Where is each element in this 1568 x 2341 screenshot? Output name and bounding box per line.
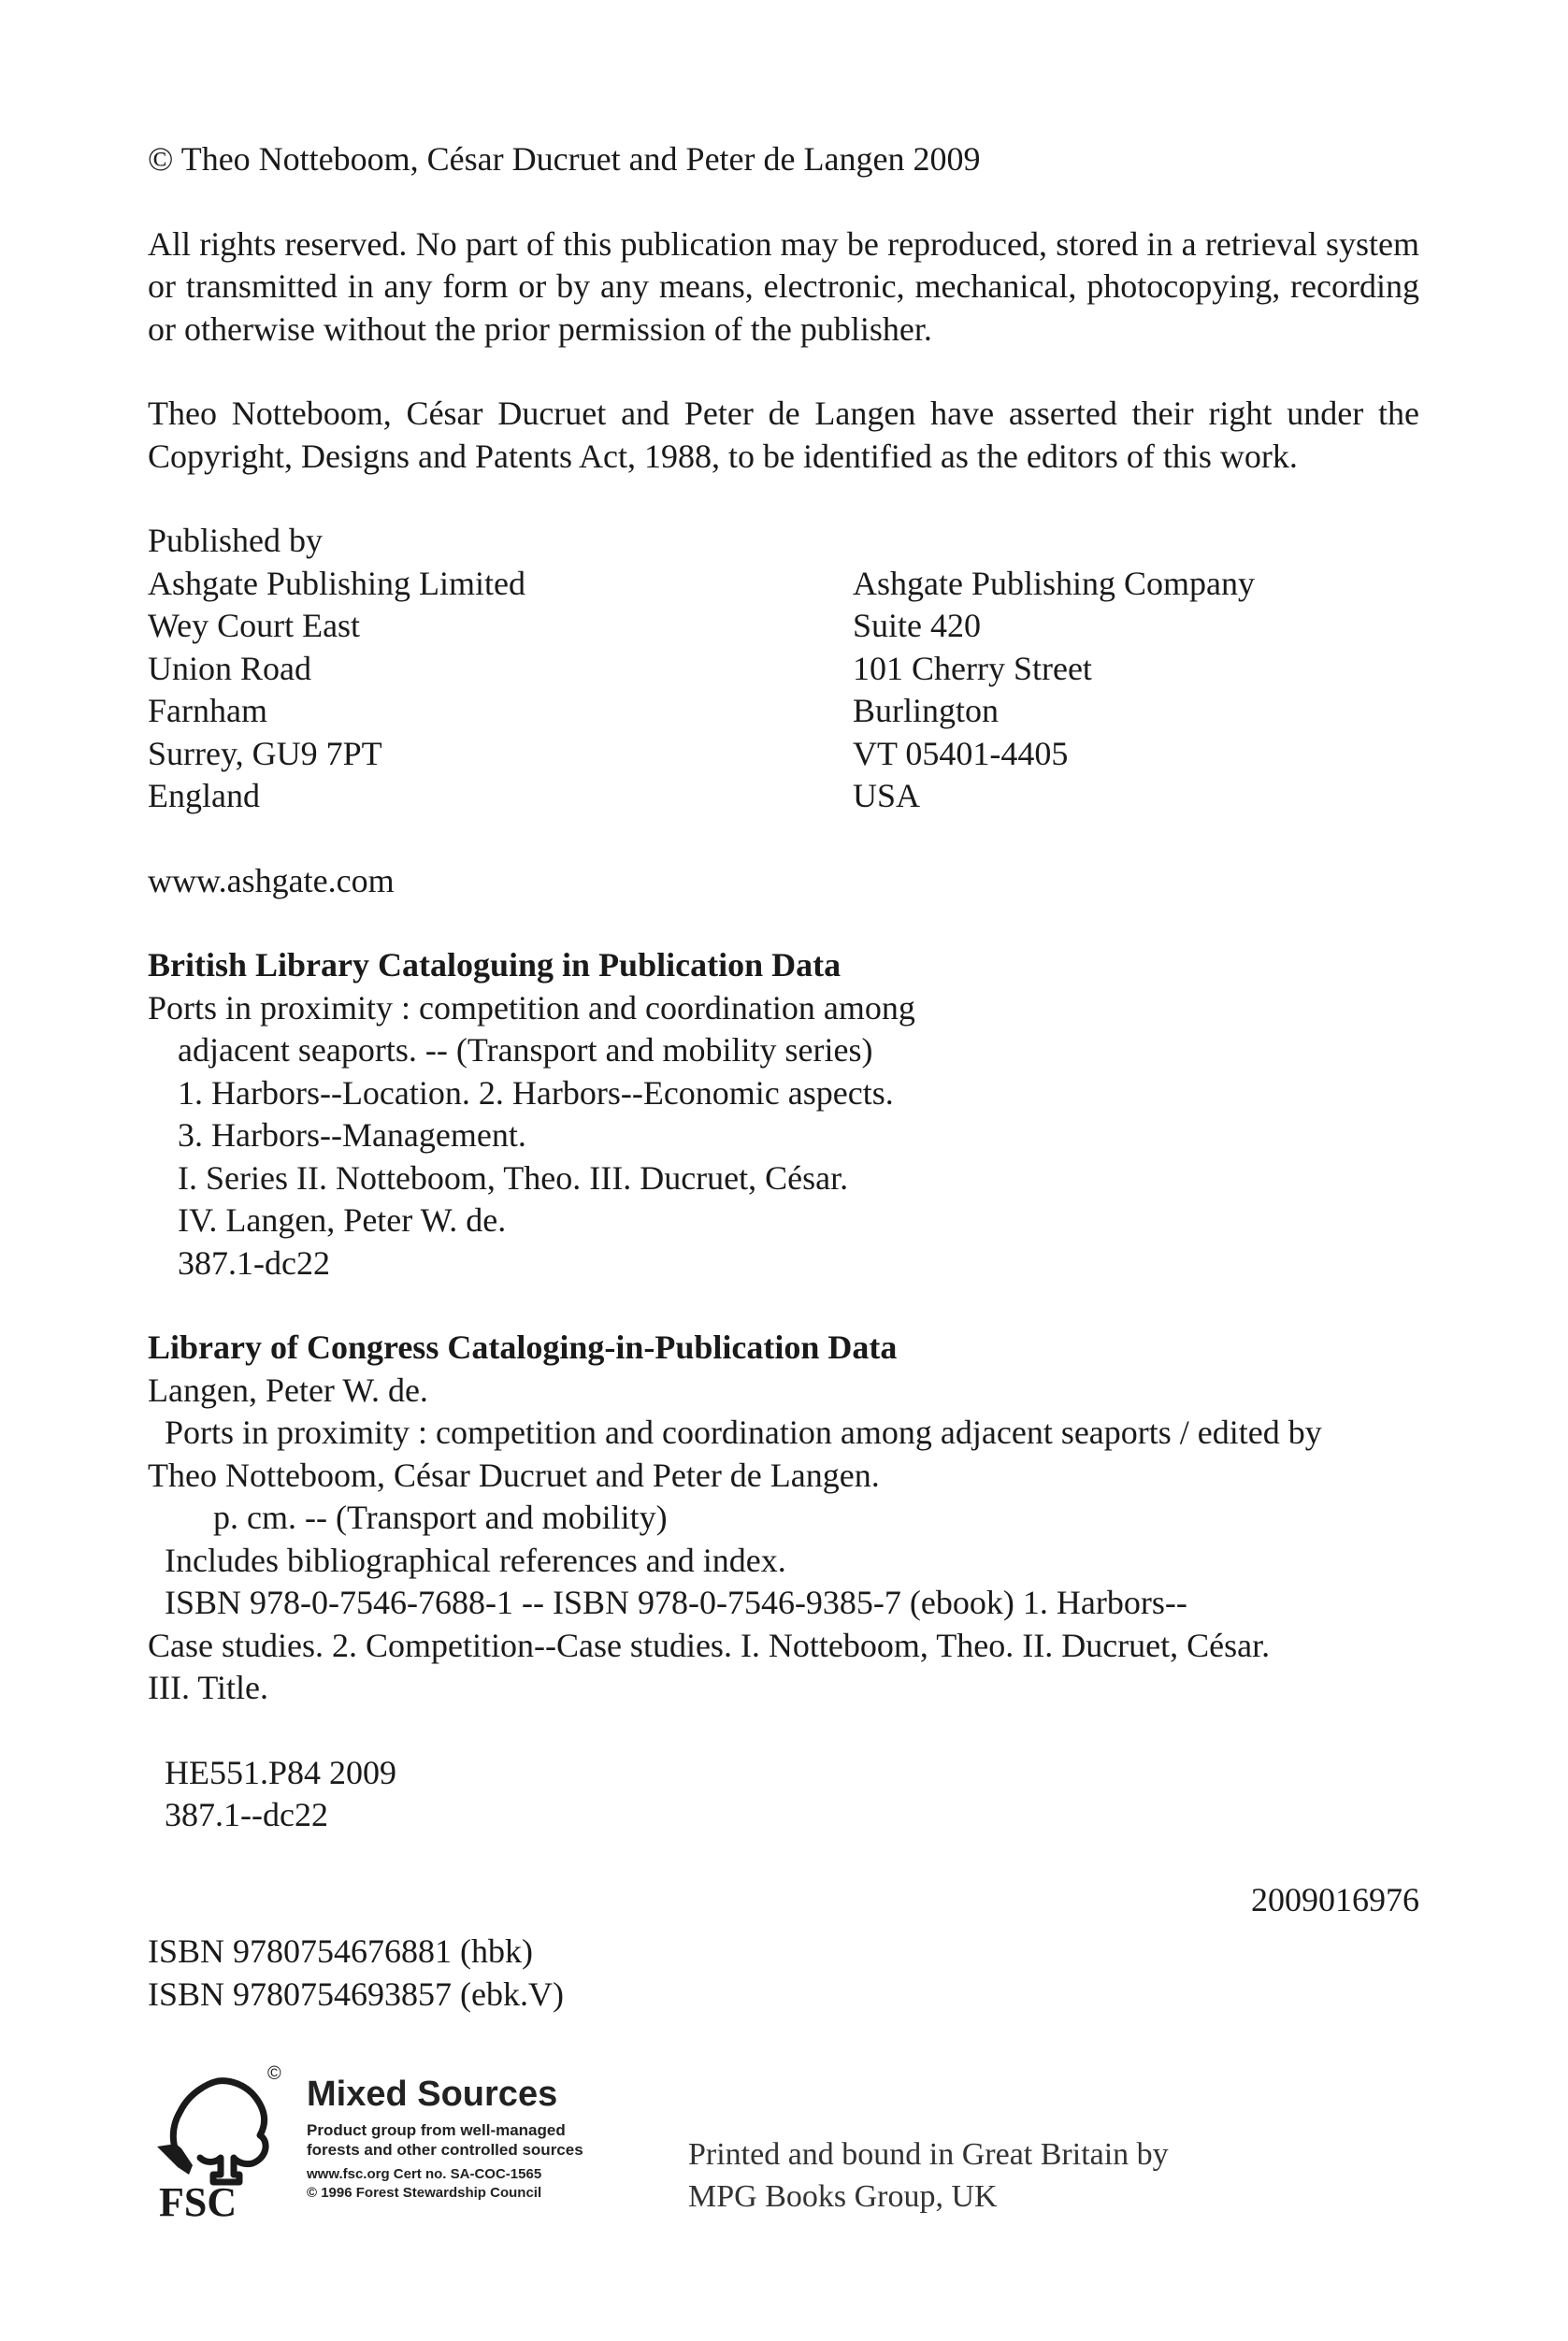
library-of-congress-cip — [148, 1327, 1419, 1921]
loc-pcm: p. cm. -- (Transport and mobility) — [213, 1499, 668, 1536]
fsc-badge — [148, 2055, 690, 2223]
address-line: 101 Cherry Street — [853, 649, 1092, 687]
printer-line: Printed and bound in Great Britain by — [688, 2137, 1169, 2172]
address-line: Union Road — [148, 649, 311, 687]
loc-isbn-line: III. Title. — [148, 1669, 269, 1706]
loc-includes: Includes bibliographical references and index. — [165, 1541, 786, 1579]
address-line: Ashgate Publishing Company — [853, 564, 1255, 602]
loc-isbn-line: ISBN 978-0-7546-7688-1 -- ISBN 978-0-7546-9385-7 (ebook) 1. Harbors-- — [165, 1584, 1187, 1621]
bl-line: I. Series II. Notteboom, Theo. III. Ducruet, César. — [178, 1158, 849, 1197]
address-line: Wey Court East — [148, 607, 361, 644]
address-line: Surrey, GU9 7PT — [148, 734, 382, 772]
fsc-registered-mark: © — [267, 2063, 281, 2084]
address-line: Suite 420 — [853, 607, 982, 644]
fsc-title: Mixed Sources — [307, 2075, 558, 2114]
address-line: Farnham — [148, 692, 267, 729]
publisher-uk-address — [148, 563, 853, 818]
publisher-us-address — [853, 563, 1414, 818]
bl-heading: British Library Cataloguing in Publication Data — [148, 946, 842, 984]
isbn-block — [148, 1931, 1419, 2016]
fsc-line: www.fsc.org Cert no. SA-COC-1565 — [307, 2166, 542, 2182]
fsc-text-block — [307, 2074, 583, 2203]
bl-line: 1. Harbors--Location. 2. Harbors--Economic aspects. — [178, 1073, 894, 1112]
published-by-label: Published by — [148, 522, 324, 559]
address-line: VT 05401-4405 — [853, 734, 1069, 772]
publisher-addresses — [148, 563, 1419, 818]
loc-class-line: HE551.P84 2009 — [165, 1753, 397, 1791]
loc-author: Langen, Peter W. de. — [148, 1371, 428, 1409]
bl-line: IV. Langen, Peter W. de. — [178, 1201, 507, 1239]
bl-line: Ports in proximity : competition and coordination among — [148, 988, 915, 1027]
bl-line: 3. Harbors--Management. — [178, 1116, 526, 1154]
loc-isbn-line: Case studies. 2. Competition--Case studies. I. Notteboom, Theo. II. Ducruet, César. — [148, 1626, 1271, 1664]
isbn-hbk: ISBN 9780754676881 (hbk) — [148, 1932, 533, 1970]
copyright-page — [148, 138, 1419, 2016]
loc-class-line: 387.1--dc22 — [165, 1796, 328, 1833]
bl-line: adjacent seaports. -- (Transport and mobility series) — [178, 1031, 873, 1069]
address-line: England — [148, 777, 260, 814]
copyright-line: © Theo Notteboom, César Ducruet and Peter de Langen 2009 — [148, 140, 981, 178]
assertion-paragraph: Theo Notteboom, César Ducruet and Peter de Langen have asserted their right under the Copyright, Designs and Patents Act, 1988, to be identified as the editors of this work. — [148, 395, 1419, 475]
address-line: Burlington — [853, 692, 1000, 729]
address-line: Ashgate Publishing Limited — [148, 564, 525, 602]
loc-heading: Library of Congress Cataloging-in-Publication Data — [148, 1328, 898, 1366]
loc-title-line: Theo Notteboom, César Ducruet and Peter de Langen. — [148, 1456, 880, 1494]
bl-line: 387.1-dc22 — [178, 1243, 330, 1282]
printer-line: MPG Books Group, UK — [688, 2179, 998, 2214]
loc-control-number: 2009016976 — [1251, 1880, 1419, 1918]
printer-note — [688, 2133, 1169, 2218]
fsc-line: forests and other controlled sources — [307, 2141, 583, 2159]
rights-paragraph: All rights reserved. No part of this publication may be reproduced, stored in a retrieval system or transmitted in any form or by any means, electronic, mechanical, photocopying, recording or otherwise without the prior permission of the publisher. — [148, 224, 1419, 348]
address-line: USA — [853, 777, 921, 814]
fsc-logo-text: FSC — [159, 2179, 237, 2223]
fsc-tree-logo-icon — [148, 2055, 288, 2223]
website: www.ashgate.com — [148, 861, 395, 899]
loc-title-line: Ports in proximity : competition and coordination among adjacent seaports / edited by — [165, 1414, 1322, 1451]
fsc-line: Product group from well-managed — [307, 2121, 566, 2139]
fsc-line: © 1996 Forest Stewardship Council — [307, 2185, 542, 2201]
british-library-cip — [148, 944, 1419, 1285]
isbn-ebk: ISBN 9780754693857 (ebk.V) — [148, 1975, 564, 2013]
